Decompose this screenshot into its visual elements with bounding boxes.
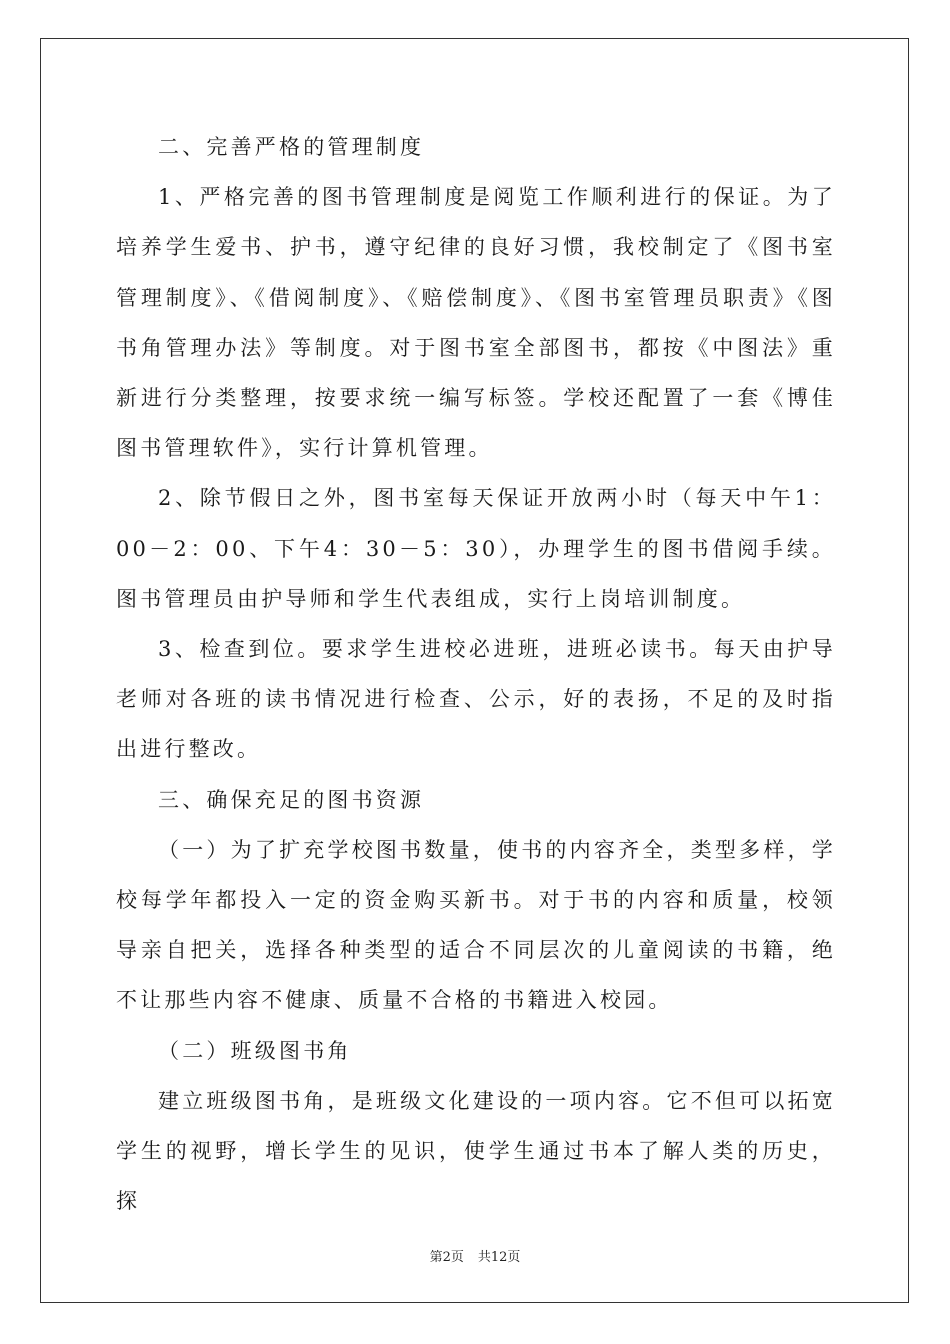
page-total: 共12页 (477, 1250, 521, 1265)
paragraph-opening-hours: 2、除节假日之外，图书室每天保证开放两小时（每天中午1：00－2：00、下午4：30－5：30），办理学生的图书借阅手续。图书管理员由护导师和学生代表组成，实行上岗培训制度。 (116, 486, 836, 611)
document-body (116, 122, 836, 1226)
paragraph-management-rules: 1、严格完善的图书管理制度是阅览工作顺利进行的保证。为了培养学生爱书、护书，遵守纪律的良好习惯，我校制定了《图书室管理制度》、《借阅制度》、《赔偿制度》、《图书室管理员职责》《图书角管理办法》等制度。对于图书室全部图书，都按《中图法》重新进行分类整理，按要求统一编写标签。学校还配置了一套《博佳图书管理软件》，实行计算机管理。 (116, 185, 836, 461)
page-footer (0, 1246, 950, 1265)
subheading-class-corner: （二）班级图书角 (158, 1038, 352, 1063)
section-heading-management: 二、完善严格的管理制度 (158, 135, 425, 159)
section-heading-resources: 三、确保充足的图书资源 (158, 787, 425, 812)
paragraph-inspection: 3、检查到位。要求学生进校必进班，进班必读书。每天由护导老师对各班的读书情况进行检查、公示，好的表扬，不足的及时指出进行整改。 (116, 637, 836, 762)
page-number: 第2页 (429, 1250, 464, 1265)
paragraph-book-purchase: （一）为了扩充学校图书数量，使书的内容齐全，类型多样，学校每学年都投入一定的资金购买新书。对于书的内容和质量，校领导亲自把关，选择各种类型的适合不同层次的儿童阅读的书籍，绝不让那些内容不健康、质量不合格的书籍进入校园。 (116, 837, 836, 1013)
paragraph-class-corner: 建立班级图书角，是班级文化建设的一项内容。它不但可以拓宽学生的视野，增长学生的见识，使学生通过书本了解人类的历史，探 (116, 1088, 836, 1214)
